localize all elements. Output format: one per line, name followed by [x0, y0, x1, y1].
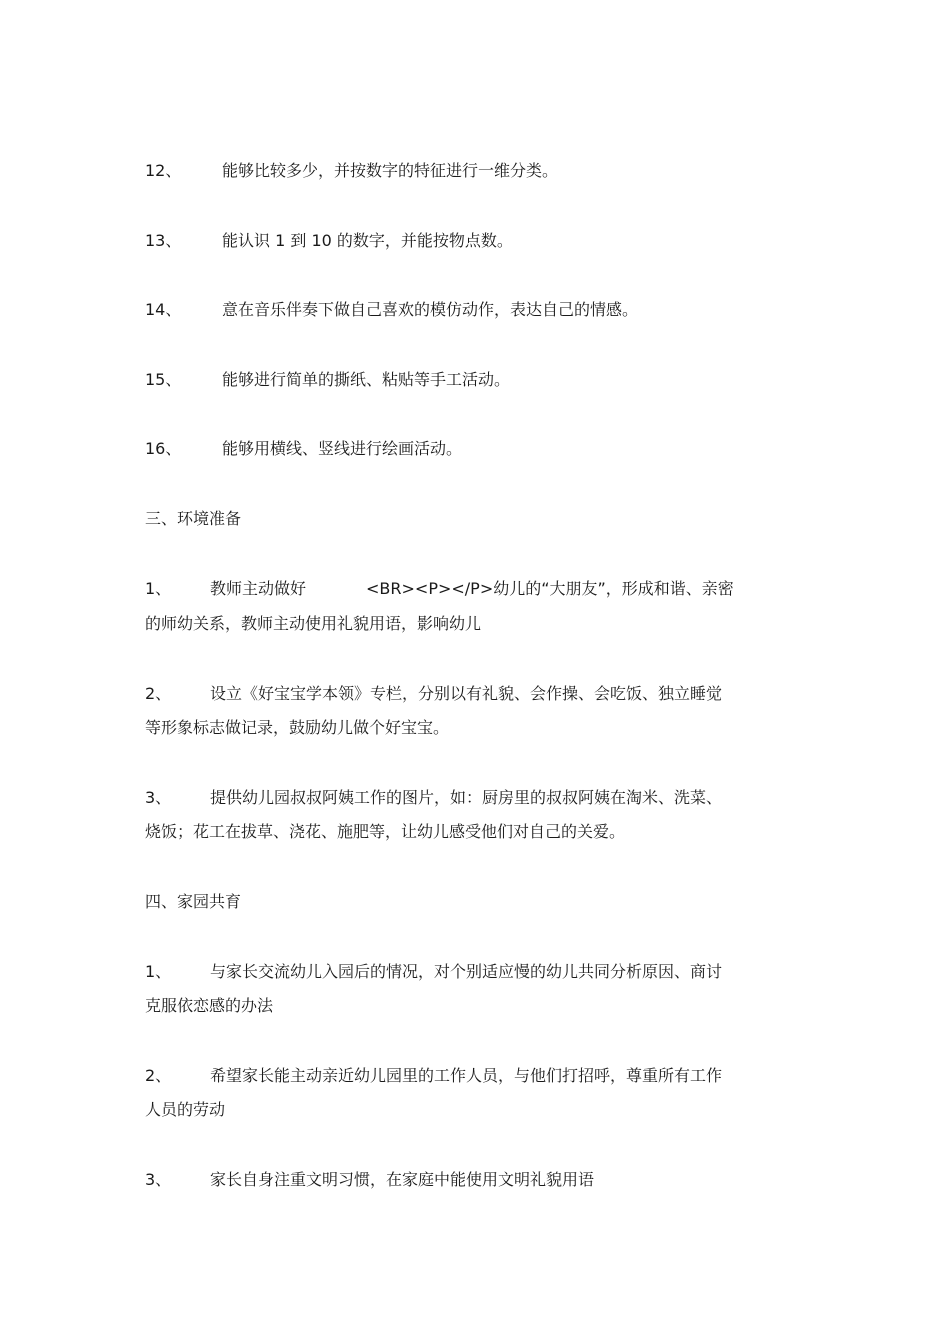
item-16-number: 16、 [145, 439, 182, 458]
s3-item2-text-cont: 等形象标志做记录，鼓励幼儿做个好宝宝。 [145, 718, 450, 737]
s4-item2-text: 希望家长能主动亲近幼儿园里的工作人员，与他们打招呼，尊重所有工作 [210, 1066, 723, 1085]
item-16-text: 能够用横线、竖线进行绘画活动。 [222, 439, 463, 458]
s4-item2-number: 2、 [145, 1066, 172, 1085]
item-13-text: 能认识 1 到 10 的数字，并能按物点数。 [222, 231, 513, 250]
section4-heading: 四、家园共育 [145, 892, 242, 911]
item-12-text: 能够比较多少，并按数字的特征进行一维分类。 [222, 161, 559, 180]
s4-item1-number: 1、 [145, 962, 172, 981]
s3-item1-text-start: 教师主动做好 [210, 579, 307, 598]
item-15-text: 能够进行简单的撕纸、粘贴等手工活动。 [222, 370, 511, 389]
s3-item1-text-rest: <BR><P></P>幼儿的“大朋友”，形成和谐、亲密 [366, 579, 734, 598]
s3-item1-number: 1、 [145, 579, 172, 598]
s3-item2-number: 2、 [145, 684, 172, 703]
s4-item3-number: 3、 [145, 1170, 172, 1189]
item-14-text: 意在音乐伴奏下做自己喜欢的模仿动作，表达自己的情感。 [222, 300, 639, 319]
s4-item2-text-cont: 人员的劳动 [145, 1100, 226, 1119]
item-15-number: 15、 [145, 370, 182, 389]
s3-item3-number: 3、 [145, 788, 172, 807]
item-13-number: 13、 [145, 231, 182, 250]
s3-item3-text-cont: 烧饭；花工在拔草、浇花、施肥等，让幼儿感受他们对自己的关爱。 [145, 822, 626, 841]
s4-item1-text: 与家长交流幼儿入园后的情况，对个别适应慢的幼儿共同分析原因、商讨 [210, 962, 723, 981]
s4-item1-text-cont: 克服依恋感的办法 [145, 996, 274, 1015]
s3-item1-text-cont: 的师幼关系，教师主动使用礼貌用语，影响幼儿 [145, 614, 482, 633]
item-12-number: 12、 [145, 161, 182, 180]
s4-item3-text: 家长自身注重文明习惯，在家庭中能使用文明礼貌用语 [210, 1170, 595, 1189]
item-14-number: 14、 [145, 300, 182, 319]
section3-heading: 三、环境准备 [145, 509, 242, 528]
s3-item2-text: 设立《好宝宝学本领》专栏，分别以有礼貌、会作操、会吃饭、独立睡觉 [210, 684, 723, 703]
s3-item3-text: 提供幼儿园叔叔阿姨工作的图片，如：厨房里的叔叔阿姨在淘米、洗菜、 [210, 788, 723, 807]
